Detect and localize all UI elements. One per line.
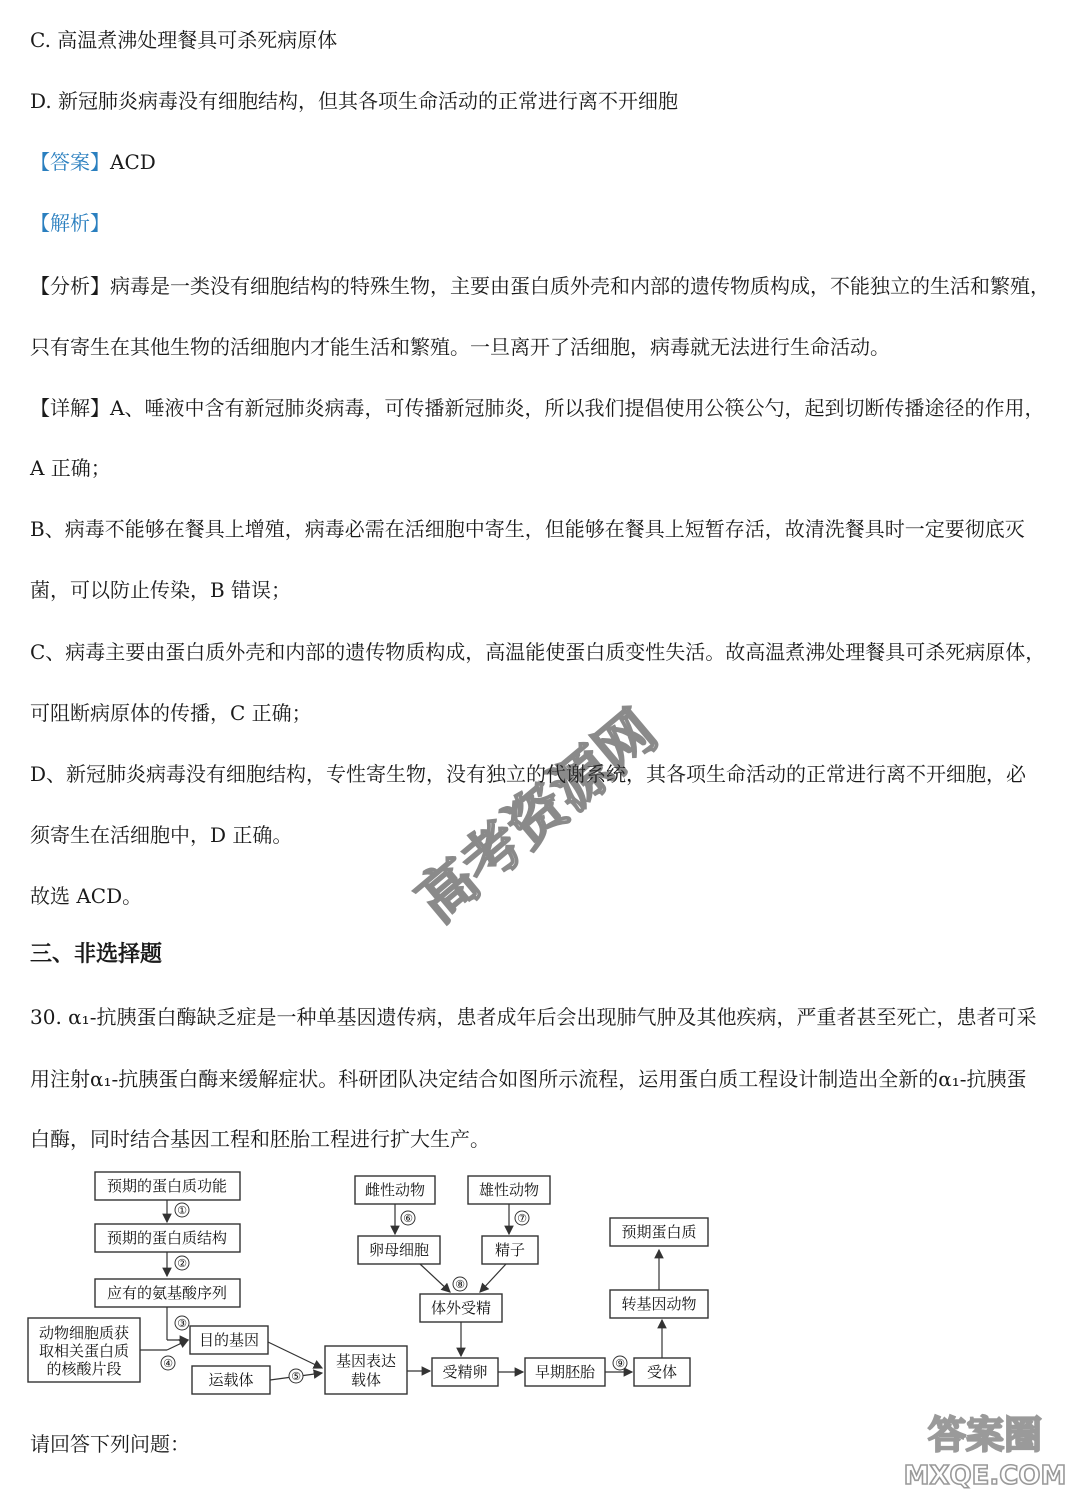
analysis-para-line-2: 只有寄生在其他生物的活细胞内才能生活和繁殖。一旦离开了活细胞，病毒就无法进行生命活动。 [30, 335, 890, 359]
answer-line [30, 150, 156, 174]
label-source-2: 取相关蛋白质 [38, 1342, 130, 1360]
label-female: 雌性动物 [364, 1181, 426, 1199]
answer-value: ACD [110, 150, 156, 174]
label-vector: 运载体 [208, 1371, 254, 1389]
detail-b-line-1: B、病毒不能够在餐具上增殖，病毒必需在活细胞中寄生，但能够在餐具上短暂存活，故清洗餐具时一定要彻底灭 [30, 517, 1025, 541]
detail-a-line-2: A 正确； [30, 456, 111, 480]
step-label-3: ③ [177, 1317, 187, 1330]
step-label-2: ② [177, 1257, 187, 1270]
detail-d-line-2: 须寄生在活细胞中，D 正确。 [30, 823, 293, 847]
site-logo [900, 1398, 1070, 1494]
label-ivf: 体外受精 [430, 1299, 492, 1317]
step-label-1: ① [177, 1204, 187, 1217]
arrow-sperm-to-ivf [480, 1264, 506, 1292]
label-source-1: 动物细胞质获 [38, 1324, 130, 1342]
label-expression-2: 载体 [350, 1371, 382, 1389]
label-expected-structure: 预期的蛋白质结构 [106, 1229, 228, 1247]
step-label-4: ④ [163, 1357, 173, 1370]
label-expected-function: 预期的蛋白质功能 [106, 1177, 228, 1195]
option-c: C. 高温煮沸处理餐具可杀死病原体 [30, 28, 338, 52]
arrow-oocyte-to-ivf [420, 1264, 450, 1292]
step-label-7: ⑦ [517, 1212, 527, 1225]
answer-prompt: 请回答下列问题： [30, 1432, 190, 1456]
question-30-line-3: 白酶，同时结合基因工程和胚胎工程进行扩大生产。 [30, 1127, 490, 1151]
label-expected-protein: 预期蛋白质 [621, 1223, 697, 1241]
label-expression-1: 基因表达 [335, 1352, 397, 1370]
analysis-tag: 【解析】 [30, 211, 110, 235]
question-30-line-1: 30. α₁-抗胰蛋白酶缺乏症是一种单基因遗传病，患者成年后会出现肺气肿及其他疾病，严重者甚至死亡，患者可采 [30, 1005, 1037, 1029]
step-label-6: ⑥ [403, 1212, 413, 1225]
watermark-text: 高考资源网 [403, 696, 670, 936]
label-source-3: 的核酸片段 [46, 1360, 122, 1378]
option-d: D. 新冠肺炎病毒没有细胞结构，但其各项生命活动的正常进行离不开细胞 [30, 89, 679, 113]
label-zygote: 受精卵 [442, 1363, 488, 1381]
step-label-8: ⑧ [455, 1278, 465, 1291]
label-sperm: 精子 [494, 1241, 526, 1259]
logo-url: MXQE.COM [903, 1461, 1067, 1491]
label-amino-sequence: 应有的氨基酸序列 [106, 1284, 228, 1302]
detail-b-line-2: 菌，可以防止传染，B 错误； [30, 578, 292, 602]
label-oocyte: 卵母细胞 [368, 1241, 430, 1259]
arrow-gene-to-expression [268, 1342, 322, 1368]
detail-c-line-1: C、病毒主要由蛋白质外壳和内部的遗传物质构成，高温能使蛋白质变性失活。故高温煮沸处理餐具可杀死病原体， [30, 640, 1046, 664]
detail-c-line-2: 可阻断病原体的传播，C 正确； [30, 701, 312, 725]
step-label-5: ⑤ [291, 1370, 301, 1383]
detail-d-line-1: D、新冠肺炎病毒没有细胞结构，专性寄生物，没有独立的代谢系统，其各项生命活动的正常进行离不开细胞，必 [30, 762, 1027, 786]
label-recipient: 受体 [646, 1363, 678, 1381]
label-male: 雄性动物 [478, 1181, 540, 1199]
process-flowchart [20, 1160, 720, 1400]
answer-tag: 【答案】 [30, 150, 110, 174]
section-heading: 三、非选择题 [30, 942, 163, 967]
conclusion: 故选 ACD。 [30, 884, 143, 908]
question-30-line-2: 用注射α₁-抗胰蛋白酶来缓解症状。科研团队决定结合如图所示流程，运用蛋白质工程设计制造出全新的α₁-抗胰蛋 [30, 1067, 1027, 1091]
detail-a-line-1: 【详解】A、唾液中含有新冠肺炎病毒，可传播新冠肺炎，所以我们提倡使用公筷公勺，起到切断传播途径的作用， [30, 396, 1045, 420]
label-transgenic-animal: 转基因动物 [621, 1295, 697, 1313]
analysis-para-line-1: 【分析】病毒是一类没有细胞结构的特殊生物，主要由蛋白质外壳和内部的遗传物质构成，不能独立的生活和繁殖， [30, 274, 1050, 298]
watermark-stamp [380, 690, 700, 950]
step-label-9: ⑨ [615, 1357, 625, 1370]
logo-text: 答案圈 [927, 1413, 1043, 1457]
label-early-embryo: 早期胚胎 [534, 1363, 596, 1381]
label-target-gene: 目的基因 [198, 1331, 260, 1349]
arrow-4 [167, 1340, 188, 1350]
